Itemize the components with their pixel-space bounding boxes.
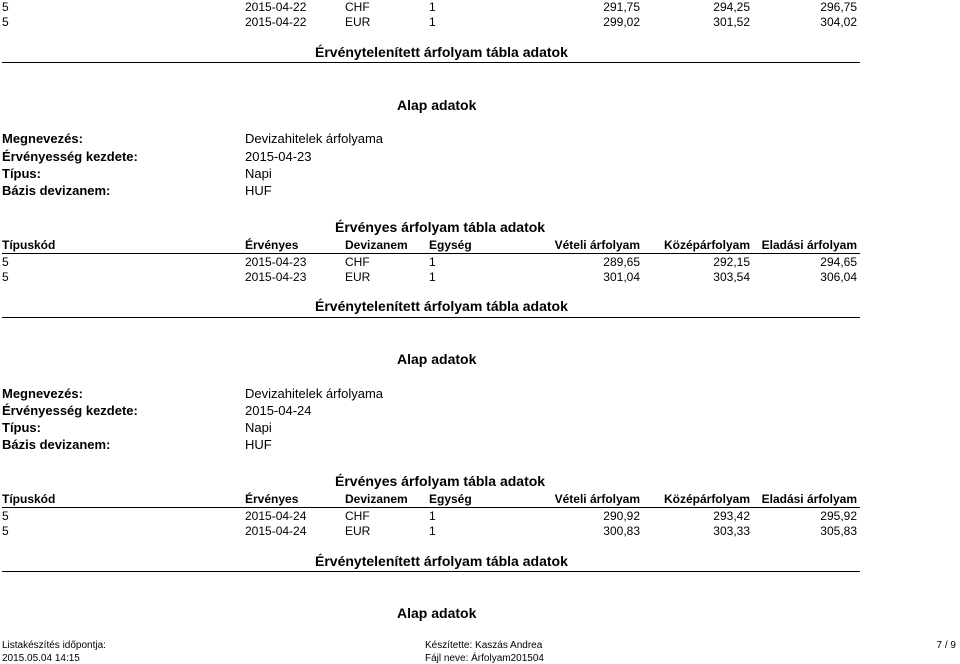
value-megnevezes: Devizahitelek árfolyama [245, 386, 384, 401]
cell-kozep: 293,42 [713, 509, 750, 523]
alap-adatok-title: Alap adatok [397, 97, 477, 113]
cell-veteli: 291,75 [603, 0, 640, 14]
header-ervenyes: Érvényes [245, 238, 299, 252]
header-veteli: Vételi árfolyam [554, 492, 640, 506]
cell-devizanem: EUR [345, 524, 371, 538]
header-eladasi: Eladási árfolyam [761, 492, 857, 506]
cell-egyseg: 1 [429, 509, 436, 523]
cell-kozep: 303,33 [713, 524, 750, 538]
cell-ervenyes: 2015-04-24 [245, 524, 307, 538]
cell-veteli: 301,04 [603, 270, 640, 284]
invalid-table-title: Érvénytelenített árfolyam tábla adatok [315, 553, 568, 569]
cell-egyseg: 1 [429, 524, 436, 538]
cell-egyseg: 1 [429, 15, 436, 29]
value-bazis: HUF [245, 183, 272, 198]
header-kozep: Középárfolyam [663, 238, 750, 252]
header-kozep: Középárfolyam [663, 492, 750, 506]
cell-devizanem: EUR [345, 15, 371, 29]
header-ervenyes: Érvényes [245, 492, 299, 506]
cell-kozep: 303,54 [713, 270, 750, 284]
alap-adatok-title: Alap adatok [397, 605, 477, 621]
header-devizanem: Devizanem [345, 238, 408, 252]
cell-ervenyes: 2015-04-22 [245, 0, 307, 14]
footer-filename: Fájl neve: Árfolyam201504 [425, 653, 544, 664]
cell-ervenyes: 2015-04-24 [245, 509, 307, 523]
label-bazis: Bázis devizanem: [2, 437, 111, 452]
cell-tipuskod: 5 [2, 0, 9, 14]
value-bazis: HUF [245, 437, 272, 452]
cell-tipuskod: 5 [2, 270, 9, 284]
cell-tipuskod: 5 [2, 509, 9, 523]
label-megnevezes: Megnevezés: [2, 386, 83, 401]
cell-tipuskod: 5 [2, 15, 9, 29]
cell-devizanem: CHF [345, 509, 370, 523]
label-tipus: Típus: [2, 420, 41, 435]
divider [2, 507, 860, 508]
value-ervenyesseg: 2015-04-23 [245, 149, 312, 164]
cell-eladasi: 305,83 [820, 524, 857, 538]
label-megnevezes: Megnevezés: [2, 131, 83, 146]
cell-veteli: 290,92 [603, 509, 640, 523]
cell-devizanem: CHF [345, 255, 370, 269]
header-egyseg: Egység [429, 492, 472, 506]
valid-table-title: Érvényes árfolyam tábla adatok [335, 219, 546, 235]
label-ervenyesseg: Érvényesség kezdete: [2, 149, 138, 164]
cell-veteli: 300,83 [603, 524, 640, 538]
invalid-table-title: Érvénytelenített árfolyam tábla adatok [315, 298, 568, 314]
cell-eladasi: 294,65 [820, 255, 857, 269]
cell-ervenyes: 2015-04-23 [245, 255, 307, 269]
header-tipuskod: Típuskód [2, 492, 56, 506]
footer-author: Készítette: Kaszás Andrea [425, 640, 543, 651]
cell-egyseg: 1 [429, 270, 436, 284]
footer-list-time-label: Listakészítés időpontja: [2, 640, 106, 651]
header-devizanem: Devizanem [345, 492, 408, 506]
cell-kozep: 294,25 [713, 0, 750, 14]
alap-adatok-title: Alap adatok [397, 351, 477, 367]
cell-egyseg: 1 [429, 255, 436, 269]
cell-veteli: 289,65 [603, 255, 640, 269]
cell-devizanem: CHF [345, 0, 370, 14]
cell-devizanem: EUR [345, 270, 371, 284]
value-ervenyesseg: 2015-04-24 [245, 403, 312, 418]
header-veteli: Vételi árfolyam [554, 238, 640, 252]
valid-table-title: Érvényes árfolyam tábla adatok [335, 473, 546, 489]
footer-page-number: 7 / 9 [936, 640, 956, 651]
cell-tipuskod: 5 [2, 255, 9, 269]
divider [2, 571, 860, 572]
footer-list-time-value: 2015.05.04 14:15 [2, 653, 80, 664]
cell-eladasi: 296,75 [820, 0, 857, 14]
divider [2, 62, 860, 63]
header-eladasi: Eladási árfolyam [761, 238, 857, 252]
cell-tipuskod: 5 [2, 524, 9, 538]
cell-eladasi: 306,04 [820, 270, 857, 284]
cell-ervenyes: 2015-04-23 [245, 270, 307, 284]
value-tipus: Napi [245, 166, 272, 181]
cell-eladasi: 304,02 [820, 15, 857, 29]
label-ervenyesseg: Érvényesség kezdete: [2, 403, 138, 418]
header-tipuskod: Típuskód [2, 238, 56, 252]
cell-veteli: 299,02 [603, 15, 640, 29]
label-tipus: Típus: [2, 166, 41, 181]
cell-kozep: 301,52 [713, 15, 750, 29]
label-bazis: Bázis devizanem: [2, 183, 111, 198]
value-megnevezes: Devizahitelek árfolyama [245, 131, 384, 146]
divider [2, 317, 860, 318]
cell-kozep: 292,15 [713, 255, 750, 269]
cell-ervenyes: 2015-04-22 [245, 15, 307, 29]
cell-egyseg: 1 [429, 0, 436, 14]
invalid-table-title: Érvénytelenített árfolyam tábla adatok [315, 44, 568, 60]
value-tipus: Napi [245, 420, 272, 435]
header-egyseg: Egység [429, 238, 472, 252]
cell-eladasi: 295,92 [820, 509, 857, 523]
divider [2, 253, 860, 254]
